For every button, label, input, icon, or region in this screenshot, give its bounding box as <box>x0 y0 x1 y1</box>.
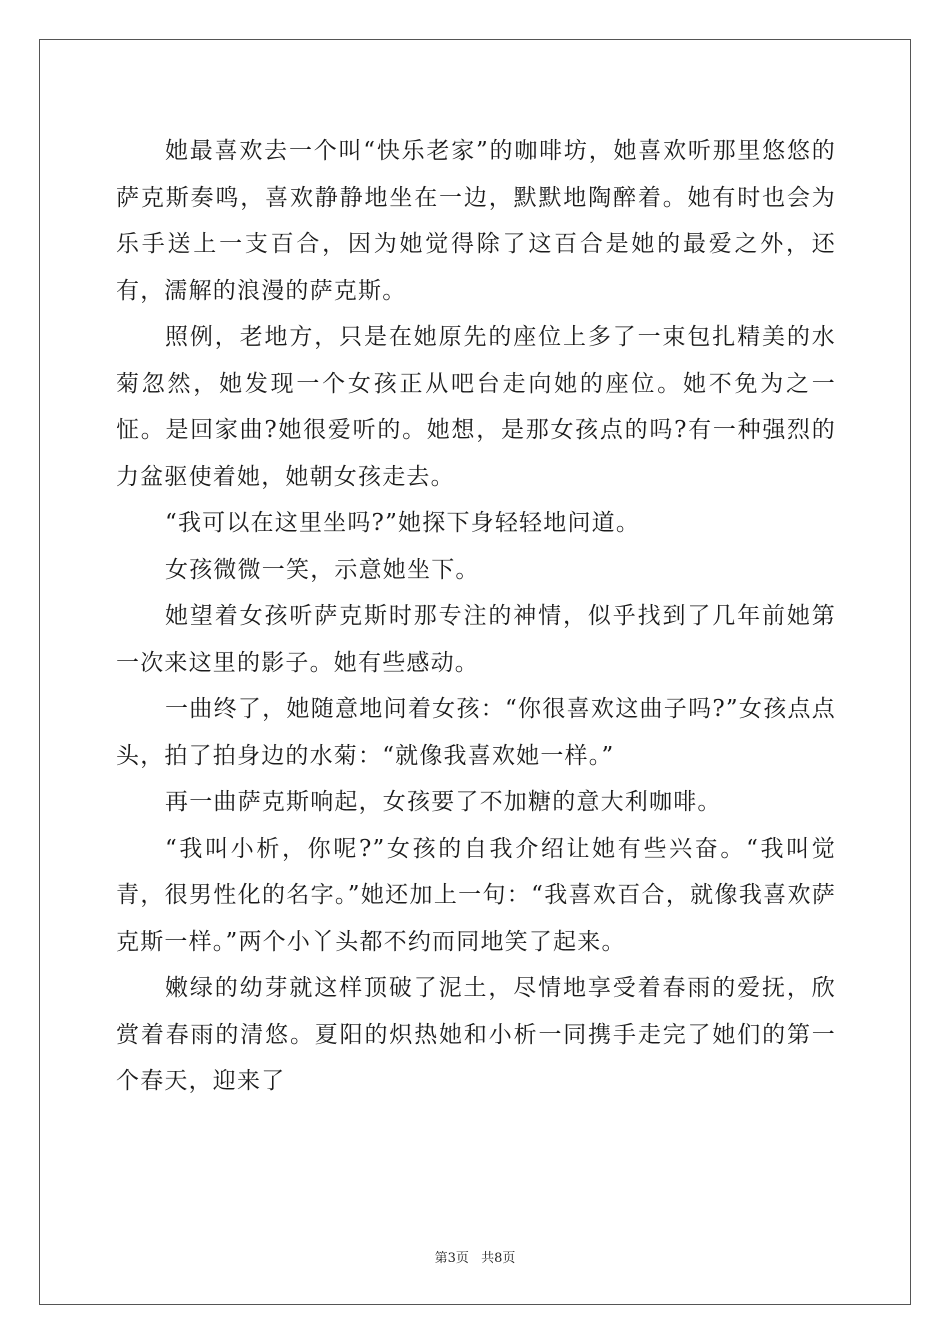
paragraph: 再一曲萨克斯响起，女孩要了不加糖的意大利咖啡。 <box>165 789 722 815</box>
paragraph: 女孩微微一笑，示意她坐下。 <box>165 556 480 583</box>
paragraph: 她最喜欢去一个叫“快乐老家”的咖啡坊，她喜欢听那里悠悠的萨克斯奏鸣，喜欢静静地坐在一边，默默地陶醉着。她有时也会为乐手送上一支百合，因为她觉得除了这百合是她的最爱之外，还有，濡解的浪漫的萨克斯。 <box>116 138 836 304</box>
paragraph: “我叫小析，你呢?”女孩的自我介绍让她有些兴奋。“我叫觉青，很男性化的名字。”她还加上一句：“我喜欢百合，就像我喜欢萨克斯一样。”两个小丫头都不约而同地笑了起来。 <box>116 835 836 955</box>
document-body <box>116 128 836 1105</box>
paragraph: 照例，老地方，只是在她原先的座位上多了一束包扎精美的水菊忽然，她发现一个女孩正从吧台走向她的座位。她不免为之一怔。是回家曲?她很爱听的。她想，是那女孩点的吗?有一种强烈的力盆驱使着她，她朝女孩走去。 <box>116 324 836 490</box>
page-footer <box>0 1247 950 1266</box>
paragraph: 嫩绿的幼芽就这样顶破了泥土，尽情地享受着春雨的爱抚，欣赏着春雨的清悠。夏阳的炽热她和小析一同携手走完了她们的第一个春天，迎来了 <box>116 975 836 1094</box>
paragraph: “我可以在这里坐吗?”她探下身轻轻地问道。 <box>165 510 641 536</box>
page-total: 共8页 <box>481 1251 516 1266</box>
page-number: 第3页 <box>434 1251 469 1266</box>
paragraph: 她望着女孩听萨克斯时那专注的神情，似乎找到了几年前她第一次来这里的影子。她有些感动。 <box>116 603 836 676</box>
paragraph: 一曲终了，她随意地问着女孩：“你很喜欢这曲子吗?”女孩点点头，拍了拍身边的水菊：“就像我喜欢她一样。” <box>116 696 836 769</box>
